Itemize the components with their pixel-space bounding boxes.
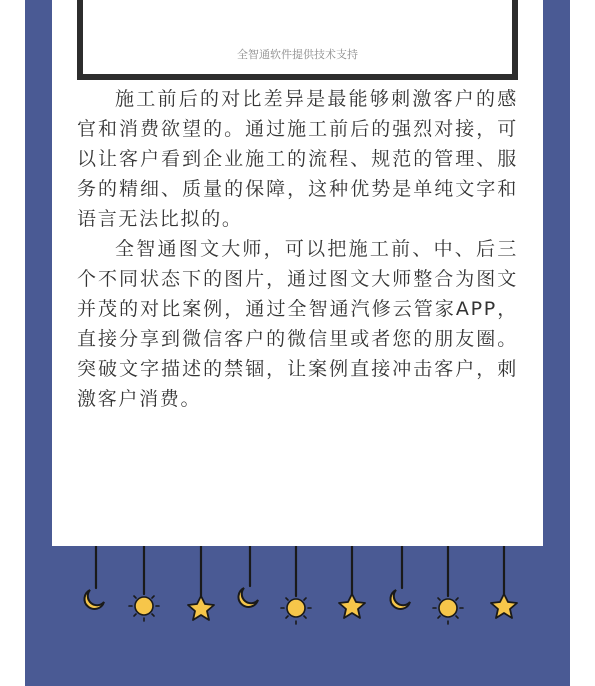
screenshot-image — [83, 0, 512, 74]
ornament-strip — [52, 546, 543, 636]
article-body — [77, 84, 518, 414]
screenshot-image-frame — [77, 0, 518, 80]
hanging-ornaments — [52, 546, 543, 636]
moon-icon — [84, 590, 104, 609]
moon-icon — [238, 588, 258, 607]
sun-icon — [129, 592, 159, 621]
star-icon — [339, 594, 365, 618]
sun-icon — [433, 598, 463, 624]
star-icon — [188, 596, 214, 620]
star-icon — [491, 594, 517, 618]
sun-icon — [281, 598, 311, 624]
moon-icon — [390, 590, 410, 609]
image-caption: 全智通软件提供技术支持 — [237, 48, 358, 61]
paragraph-1: 施工前后的对比差异是最能够刺激客户的感官和消费欲望的。通过施工前后的强烈对接，可以让客户看到企业施工的流程、规范的管理、服务的精细、质量的保障，这种优势是单纯文字和语言无法比拟的。 — [77, 88, 518, 230]
paragraph-2: 全智通图文大师，可以把施工前、中、后三个不同状态下的图片，通过图文大师整合为图文并茂的对比案例，通过全智通汽修云管家APP，直接分享到微信客户的微信里或者您的朋友圈。突破文字描述的禁锢，让案例直接冲击客户，刺激客户消费。 — [77, 238, 518, 410]
